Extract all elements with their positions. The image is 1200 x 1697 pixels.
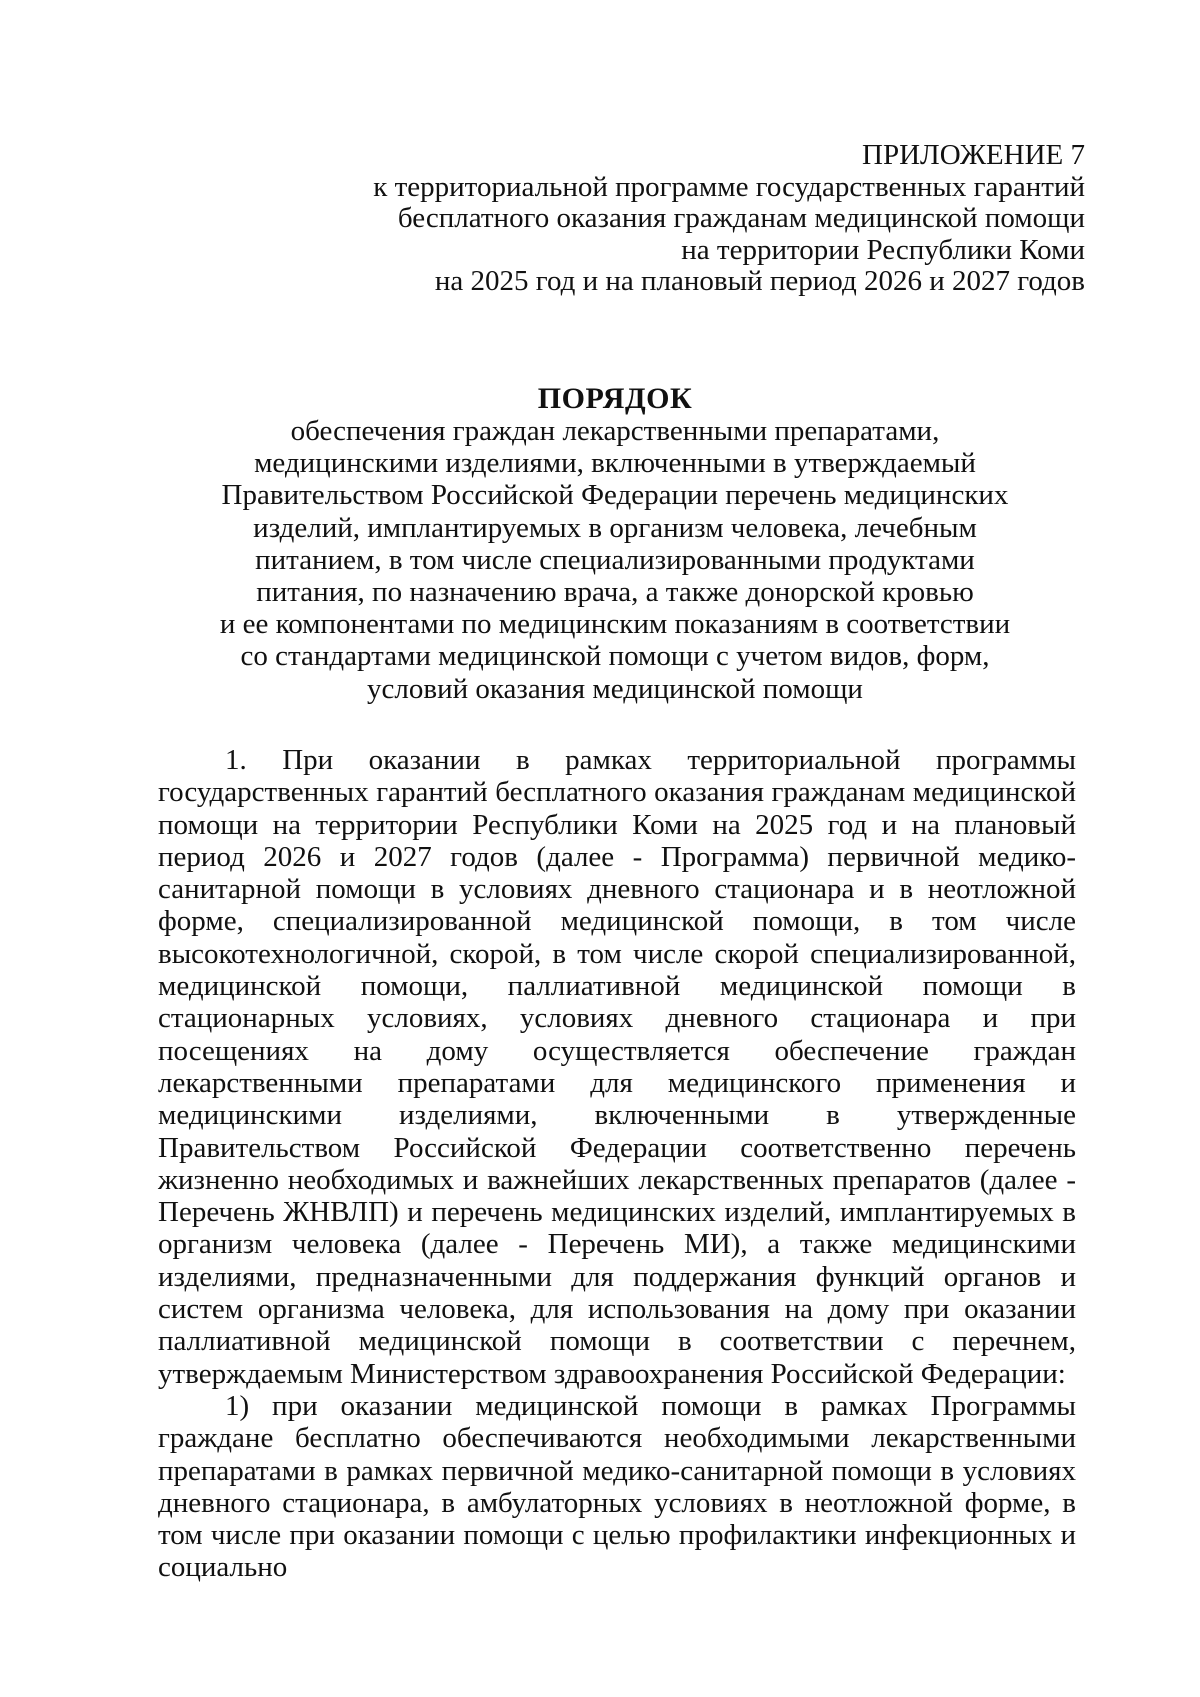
appendix-line: на 2025 год и на плановый период 2026 и 2027 годов — [434, 265, 1085, 297]
body-paragraph: 1. При оказании в рамках территориальной программы государственных гарантий бесплатного оказания гражданам медицинской помощи на территории Республики Коми на 2025 год и на плановый период 2026 и 2027 годов (далее - Программа) первичной медико-санитарной помощи в условиях дневного стационара и в неотложной форме, специализированной медицинской помощи, в том числе высокотехнологичной, скорой, в том числе скорой специализированной, медицинской помощи, паллиативной медицинской помощи в стационарных условиях, условиях дневного стационара и при посещениях на дому осуществляется обеспечение граждан лекарственными препаратами для медицинского применения и медицинскими изделиями, включенными в утвержденные Правительством Российской Федерации соответственно перечень жизненно необходимых и важнейших лекарственных препаратов (далее - Перечень ЖНВЛП) и перечень медицинских изделий, имплантируемых в организм человека (далее - Перечень МИ), а также медицинскими изделиями, предназначенными для поддержания функций органов и систем организма человека, для использования на дому при оказании паллиативной медицинской помощи в соответствии с перечнем, утверждаемым Министерством здравоохранения Российской Федерации: — [158, 744, 1076, 1390]
heading-line: Правительством Российской Федерации перечень медицинских — [221, 479, 1009, 512]
heading-line: питания, по назначению врача, а также донорской кровью — [256, 576, 974, 609]
document-heading — [155, 383, 1075, 705]
heading-line: медицинскими изделиями, включенными в утверждаемый — [254, 447, 976, 480]
heading-line: со стандартами медицинской помощи с учетом видов, форм, — [240, 640, 990, 673]
heading-line: питанием, в том числе специализированными продуктами — [255, 543, 975, 576]
heading-line: и ее компонентами по медицинским показаниям в соответствии — [219, 608, 1011, 641]
appendix-line: к территориальной программе государственных гарантий — [373, 170, 1085, 203]
appendix-block — [365, 140, 1085, 298]
heading-line: условий оказания медицинской помощи — [367, 672, 863, 705]
appendix-title: ПРИЛОЖЕНИЕ 7 — [862, 139, 1085, 171]
heading-title: ПОРЯДОК — [537, 382, 693, 415]
body-paragraph: 1) при оказании медицинской помощи в рамках Программы граждане бесплатно обеспечиваются необходимыми лекарственными препаратами в рамках первичной медико-санитарной помощи в условиях дневного стационара, в амбулаторных условиях в неотложной форме, в том числе при оказании помощи с целью профилактики инфекционных и социально — [158, 1389, 1076, 1584]
appendix-line: на территории Республики Коми — [681, 233, 1085, 266]
heading-line: обеспечения граждан лекарственными препаратами, — [290, 415, 940, 447]
appendix-line: бесплатного оказания гражданам медицинской помощи — [397, 202, 1085, 234]
heading-line: изделий, имплантируемых в организм человека, лечебным — [253, 511, 977, 544]
document-body — [158, 744, 1076, 1584]
